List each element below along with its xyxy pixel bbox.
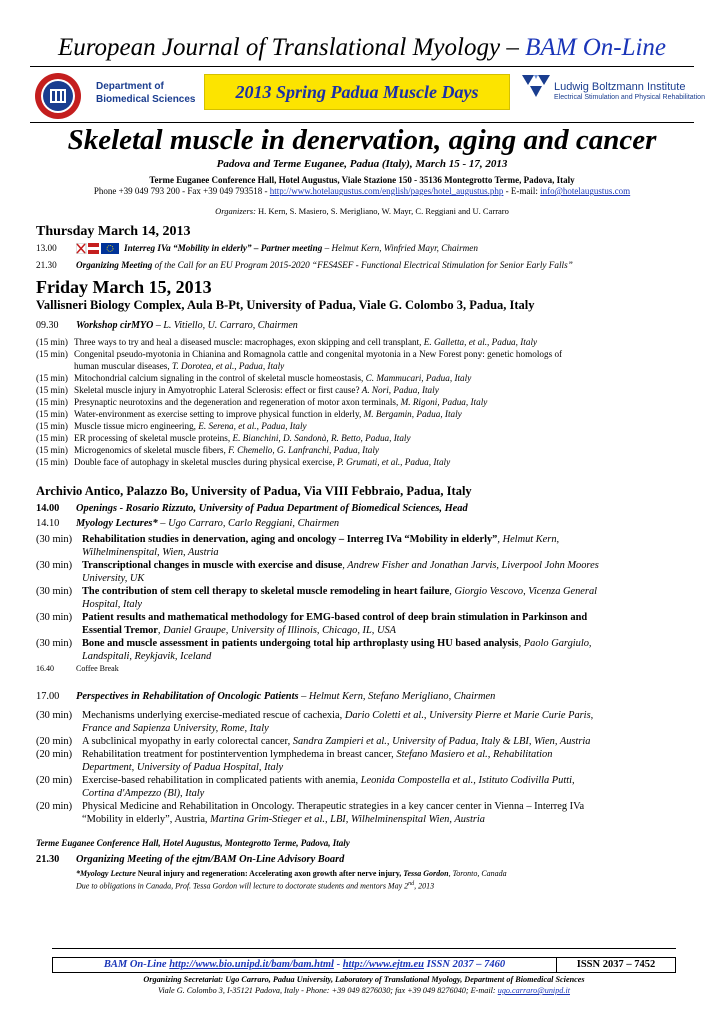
contact-line — [0, 186, 724, 196]
talk-duration: (20 min) — [36, 801, 73, 812]
talk-item — [36, 800, 593, 813]
talk-authors: M. Rigoni, Padua, Italy — [398, 397, 488, 407]
talk-title: Presynaptic neurotoxins and the degeneration and regeneration of motor axon terminals, — [74, 397, 399, 407]
talk-continuation — [36, 624, 599, 637]
talk-authors: E. Bianchini, D. Sandonà, R. Betto, Padua, Italy — [230, 433, 411, 443]
talk-authors: Dario Coletti et al., University Pierre et Marie Curie Paris, — [342, 710, 594, 721]
talk-duration: (15 min) — [36, 457, 68, 467]
talk-item — [36, 637, 599, 650]
journal-name: European Journal of Translational Myology — [57, 34, 501, 61]
footer-box — [52, 957, 676, 973]
talk-authors: Martina Grim-Stieger et al., LBI, Wilhelminenspital Wien, Austria — [207, 814, 485, 825]
dept-line-1: Department of — [96, 81, 164, 92]
thursday-item-1 — [36, 242, 478, 254]
talk-duration: (30 min) — [36, 710, 73, 721]
item-time: 21.30 — [36, 854, 60, 865]
talk-affiliation: France and Sapienza University, Rome, Italy — [82, 723, 269, 734]
bam-online-label: BAM On-Line — [525, 34, 667, 61]
talk-authors: , Daniel Graupe, University of Illinois, Chicago, IL, USA — [157, 625, 397, 636]
talk-title-cont: Essential Tremor — [82, 625, 158, 636]
organizers-names: H. Kern, S. Masiero, S. Merigliano, W. Mayr, C. Reggiani and U. Carraro — [255, 206, 509, 216]
item-chairs: – Helmut Kern, Winfried Mayr, Chairmen — [322, 243, 478, 253]
oncology-talks — [36, 709, 593, 826]
item-chairs: – L. Vitiello, U. Carraro, Chairmen — [153, 320, 298, 331]
footnote-text-2: Due to obligations in Canada, Prof. Tessa Gordon will lecture to doctorate students and mentors May 2 — [76, 881, 409, 891]
ejtm-link[interactable]: http://www.ejtm.eu — [342, 959, 424, 970]
talk-title: The contribution of stem cell therapy to skeletal muscle remodeling in heart failure — [82, 586, 450, 597]
item-title: Organizing Meeting — [76, 260, 153, 270]
talk-authors: C. Mammucari, Padua, Italy — [363, 373, 472, 383]
talk-affiliation: Department, University of Padua Hospital, Italy — [82, 762, 284, 773]
footer-rule — [52, 948, 676, 949]
bam-link[interactable]: http://www.bio.unipd.it/bam/bam.html — [169, 959, 334, 970]
lecture-talks — [36, 533, 599, 675]
talk-duration: (30 min) — [36, 534, 73, 545]
talk-affiliation: Landspitali, Reykjavik, Iceland — [82, 651, 212, 662]
talk-title: Skeletal muscle injury in Amyotrophic Lateral Sclerosis: effect or first cause? — [74, 385, 360, 395]
talk-title: ER processing of skeletal muscle proteins, — [74, 433, 231, 443]
talk-title-cont: “Mobility in elderly”, Austria, — [82, 814, 208, 825]
talk-title: A subclinical myopathy in early colorectal cancer, — [82, 736, 291, 747]
item-title: Workshop cirMYO — [76, 320, 154, 331]
talk-duration: (15 min) — [36, 385, 68, 395]
talk-authors: Leonida Compostella et al., Istituto Codivilla Putti, — [358, 775, 575, 786]
talk-authors: M. Bergamin, Padua, Italy — [361, 409, 462, 419]
talk-duration: (15 min) — [36, 337, 68, 347]
footer-issn-inline: ISSN 2037 – 7460 — [424, 959, 506, 970]
item-title: Myology Lectures* — [76, 518, 158, 529]
item-chairs: – Ugo Carraro, Carlo Reggiani, Chairmen — [157, 518, 340, 529]
footnote — [76, 868, 507, 892]
footnote-end: , 2013 — [414, 881, 435, 891]
talk-authors: E. Galletta, et al., Padua, Italy — [421, 337, 538, 347]
talk-item — [36, 396, 562, 408]
talk-duration: (20 min) — [36, 749, 73, 760]
journal-header — [0, 34, 724, 62]
header-rule — [30, 66, 694, 67]
secretariat-email-link[interactable]: ugo.carraro@unipd.it — [497, 986, 570, 995]
talk-title: Patient results and mathematical methodology for EMG-based control of deep brain stimulation in Parkinson and — [82, 612, 588, 623]
thursday-item-2 — [36, 259, 573, 271]
talk-duration: (20 min) — [36, 736, 73, 747]
talk-authors: E. Serena, et al., Padua, Italy — [195, 421, 307, 431]
hotel-email-link[interactable]: info@hotelaugustus.com — [540, 186, 631, 196]
talk-title: Water-environment as exercise setting to improve physical function in elderly, — [74, 409, 362, 419]
item-time: 13.00 — [36, 243, 57, 253]
organizers — [0, 206, 724, 216]
item-time: 14.10 — [36, 518, 60, 529]
workshop-talks — [36, 336, 562, 468]
talk-title: Exercise-based rehabilitation in complicated patients with anemia, — [82, 775, 359, 786]
talk-authors: A. Nori, Padua, Italy — [359, 385, 439, 395]
header-dash: – — [500, 34, 526, 61]
talk-authors: , Helmut Kern, — [497, 534, 560, 545]
footer-bam: BAM On-Line — [103, 959, 170, 970]
talk-item — [36, 559, 599, 572]
friday-heading: Friday March 15, 2013 — [36, 277, 212, 297]
footer-issn-box: ISSN 2037 – 7452 — [556, 958, 675, 972]
talk-duration: (15 min) — [36, 373, 68, 383]
talk-duration: (30 min) — [36, 638, 73, 649]
hotel-link[interactable]: http://www.hotelaugustus.com/english/pages/hotel_augustus.php — [269, 186, 504, 196]
talk-title-cont: human muscular diseases, — [74, 361, 170, 371]
venue-palazzo-bo: Archivio Antico, Palazzo Bo, University of Padua, Via VIII Febbraio, Padua, Italy — [36, 484, 472, 498]
perspectives-line — [36, 690, 495, 703]
talk-item — [36, 735, 593, 748]
talk-continuation — [36, 813, 593, 826]
openings-line — [36, 502, 468, 515]
coffee-label: Coffee Break — [76, 664, 119, 673]
university-seal-icon — [34, 72, 82, 120]
footnote-name: Tessa Gordon — [403, 869, 449, 878]
dept-line-2: Biomedical Sciences — [96, 94, 196, 105]
talk-duration: (15 min) — [36, 349, 68, 359]
talk-title: Mitochondrial calcium signaling in the control of skeletal muscle homeostasis, — [74, 373, 364, 383]
talk-title: Physical Medicine and Rehabilitation in Oncology. Therapeutic strategies in a key cancer center in Vienna – Interreg IVa — [82, 801, 585, 812]
talk-item — [36, 533, 599, 546]
thursday-heading: Thursday March 14, 2013 — [36, 224, 191, 239]
item-time: 17.00 — [36, 691, 60, 702]
talk-title: Bone and muscle assessment in patients undergoing total hip arthroplasty using HU based analysis — [82, 638, 519, 649]
talk-item — [36, 444, 562, 456]
department-name — [96, 80, 196, 106]
talk-duration: (30 min) — [36, 586, 73, 597]
lbi-name: Ludwig Boltzmann Institute — [554, 81, 686, 93]
talk-authors: F. Chemello, G. Lanfranchi, Padua, Italy — [225, 445, 380, 455]
item-title: Perspectives in Rehabilitation of Oncologic Patients — [76, 691, 299, 702]
talk-item — [36, 748, 593, 761]
talk-title: Muscle tissue micro engineering, — [74, 421, 196, 431]
lbi-subtitle: Electrical Stimulation and Physical Rehabilitation — [554, 94, 705, 101]
talk-item — [36, 611, 599, 624]
talk-title: Transcriptional changes in muscle with exercise and disuse — [82, 560, 343, 571]
ejtm-meeting-line — [36, 853, 344, 866]
talk-authors: Sandra Zampieri et al., University of Padua, Italy & LBI, Wien, Austria — [290, 736, 591, 747]
footnote-text: Neural injury and regeneration: Accelerating axon growth after nerve injury, — [135, 869, 404, 878]
item-chairs: – Helmut Kern, Stefano Merigliano, Chairmen — [298, 691, 496, 702]
talk-title: Three ways to try and heal a diseased muscle: macrophages, exon skipping and cell transplant, — [74, 337, 422, 347]
talk-item — [36, 585, 599, 598]
workshop-line — [36, 320, 298, 332]
email-label: - E-mail: — [503, 186, 541, 196]
footer-secretariat: Organizing Secretariat: Ugo Carraro, Padua University, Laboratory of Translational Myology, Department of Biomedical Sciences — [143, 975, 585, 984]
talk-title: Rehabilitation treatment for postintervention lymphedema in breast cancer, — [82, 749, 394, 760]
footnote-place: , Toronto, Canada — [448, 869, 507, 878]
talk-authors: , Paolo Gargiulo, — [518, 638, 592, 649]
talk-duration: (20 min) — [36, 775, 73, 786]
footnote-line-2 — [76, 879, 507, 892]
venue-terme: Terme Euganee Conference Hall, Hotel Augustus, Montegrotto Terme, Padova, Italy — [36, 838, 350, 848]
talk-title: Congenital pseudo-myotonia in Chianina and Romagnola cattle and congenital myotonia in a New Forest pony: genetic homologs of — [74, 349, 563, 359]
talk-affiliation: Hospital, Italy — [82, 599, 143, 610]
footnote-sup: nd — [408, 881, 415, 887]
item-description: of the Call for an EU Program 2015-2020 “FES4SEF - Functional Electrical Stimulation for Senior Early Falls” — [152, 260, 573, 270]
footer-links — [53, 958, 556, 972]
talk-authors: , Giorgio Vescovo, Vicenza General — [449, 586, 598, 597]
talk-continuation — [36, 360, 562, 372]
talk-item — [36, 348, 562, 360]
talk-item — [36, 372, 562, 384]
talk-item — [36, 384, 562, 396]
item-title: Organizing Meeting of the ejtm/BAM On-Line Advisory Board — [76, 854, 345, 865]
talk-duration: (30 min) — [36, 612, 73, 623]
talk-duration: (30 min) — [36, 560, 73, 571]
venue-vallisneri: Vallisneri Biology Complex, Aula B-Pt, University of Padua, Viale G. Colombo 3, Padua, Italy — [36, 298, 535, 312]
item-time: 14.00 — [36, 503, 60, 514]
talk-authors: Stefano Masiero et al., Rehabilitation — [393, 749, 553, 760]
talk-item — [36, 709, 593, 722]
lectures-line — [36, 517, 339, 530]
talk-duration: (15 min) — [36, 421, 68, 431]
item-title: Interreg IVa “Mobility in elderly” – Partner meeting — [124, 243, 323, 253]
footnote-label: *Myology Lecture — [76, 869, 136, 878]
page-title: Skeletal muscle in denervation, aging and cancer — [67, 124, 657, 156]
talk-authors: , Andrew Fisher and Jonathan Jarvis, Liverpool John Moores — [342, 560, 599, 571]
talk-duration: (15 min) — [36, 433, 68, 443]
talk-item — [36, 408, 562, 420]
talk-duration: (15 min) — [36, 397, 68, 407]
item-time: 09.30 — [36, 320, 59, 331]
footer-sep: - — [333, 959, 343, 970]
talk-item — [36, 456, 562, 468]
talk-duration: (15 min) — [36, 409, 68, 419]
item-time: 16.40 — [36, 664, 54, 673]
talk-title: Microgenomics of skeletal muscle fibers, — [74, 445, 226, 455]
partner-flags-icon — [76, 243, 120, 254]
coffee-break — [36, 663, 599, 675]
talk-affiliation: Wilhelminenspital, Wien, Austria — [82, 547, 219, 558]
talk-authors: P. Grumati, et al., Padua, Italy — [334, 457, 451, 467]
talk-item — [36, 432, 562, 444]
venue-address: Terme Euganee Conference Hall, Hotel Augustus, Viale Stazione 150 - 35136 Montegrotto Terme, Padova, Italy — [149, 175, 575, 185]
talk-item — [36, 420, 562, 432]
event-banner: 2013 Spring Padua Muscle Days — [204, 74, 510, 110]
event-dates: Padova and Terme Euganee, Padua (Italy), March 15 - 17, 2013 — [216, 158, 508, 170]
talk-item — [36, 774, 593, 787]
phone-fax: Phone +39 049 793 200 - Fax +39 049 793518 - — [93, 186, 270, 196]
footer-address-text: Viale G. Colombo 3, I-35121 Padova, Italy - Phone: +39 049 8276030; fax +39 049 8276040; E-mail: — [158, 986, 498, 995]
organizers-label: Organizers: — [215, 206, 256, 216]
footer-address — [52, 986, 676, 995]
lbi-logo-icon — [520, 73, 552, 99]
talk-affiliation: University, UK — [82, 573, 145, 584]
talk-title: Mechanisms underlying exercise-mediated rescue of cachexia, — [82, 710, 343, 721]
footnote-line-1 — [76, 868, 507, 879]
header-rule-bottom — [30, 122, 694, 123]
talk-duration: (15 min) — [36, 445, 68, 455]
item-time: 21.30 — [36, 260, 57, 270]
talk-title: Double face of autophagy in skeletal muscles during physical exercise, — [74, 457, 335, 467]
item-title: Openings - Rosario Rizzuto, University of Padua Department of Biomedical Sciences, Head — [76, 503, 468, 514]
talk-authors: T. Dorotea, et al., Padua, Italy — [169, 361, 285, 371]
talk-title: Rehabilitation studies in denervation, aging and oncology – Interreg IVa “Mobility in elderly” — [82, 534, 498, 545]
talk-item — [36, 336, 562, 348]
talk-affiliation: Cortina d'Ampezzo (Bl), Italy — [82, 788, 205, 799]
